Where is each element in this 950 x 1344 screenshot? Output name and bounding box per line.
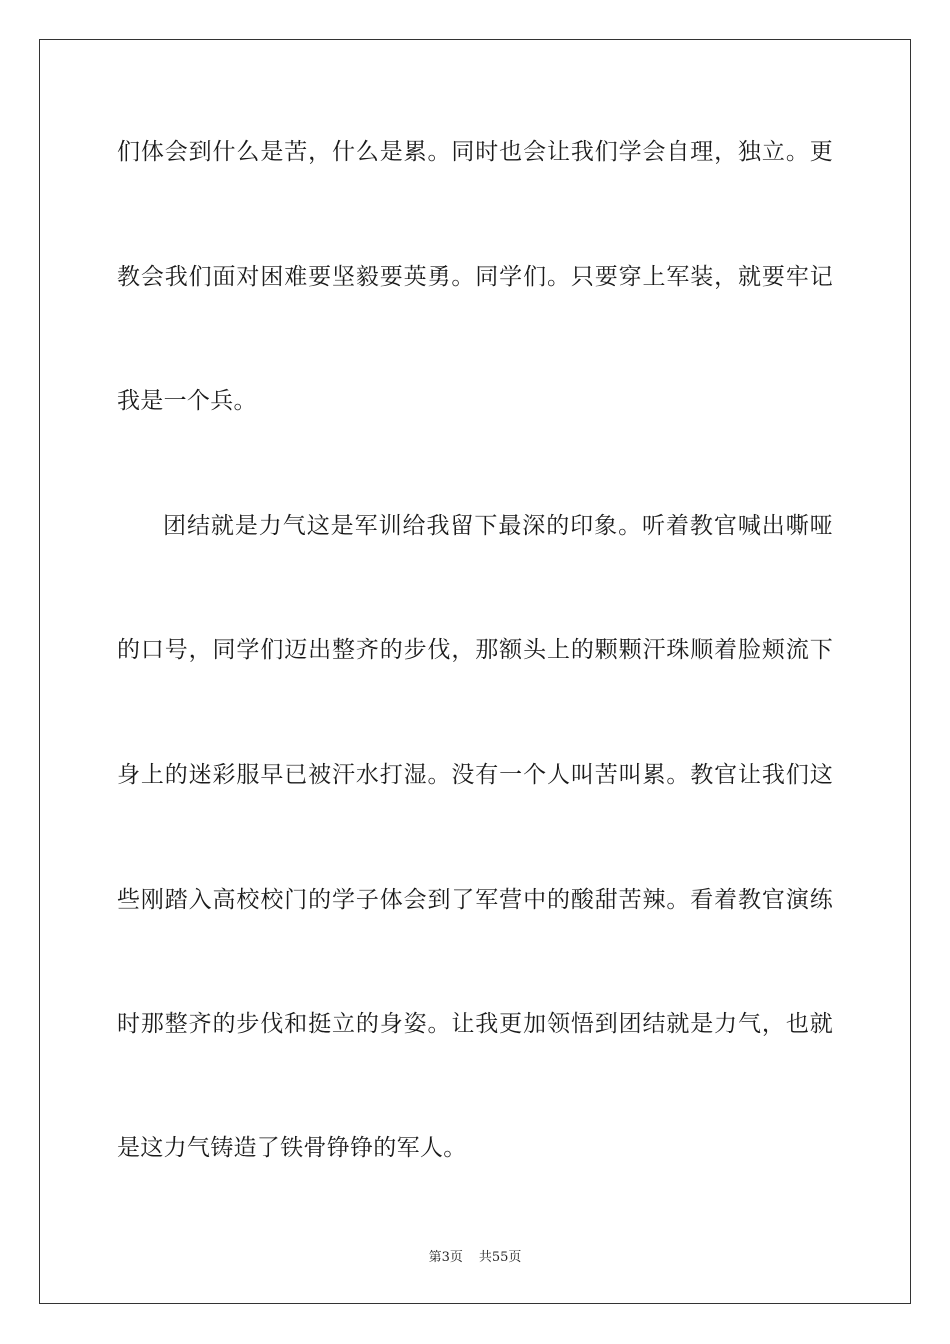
text-line: 是这力气铸造了铁骨铮铮的军人。 <box>117 1135 467 1161</box>
text-line: 身上的迷彩服早已被汗水打湿。没有一个人叫苦叫累。教官让我们这 <box>117 762 833 788</box>
paragraph-first-line: 团结就是力气这是军训给我留下最深的印象。听着教官喊出嘶哑 <box>163 513 833 539</box>
text-line: 教会我们面对困难要坚毅要英勇。同学们。只要穿上军装，就要牢记 <box>117 264 833 290</box>
page-total: 共55页 <box>478 1250 522 1265</box>
page-footer <box>0 1250 950 1266</box>
page-number: 第3页 <box>428 1250 463 1265</box>
text-line: 时那整齐的步伐和挺立的身姿。让我更加领悟到团结就是力气，也就 <box>117 1011 833 1037</box>
text-line: 些刚踏入高校校门的学子体会到了军营中的酸甜苦辣。看着教官演练 <box>117 887 833 913</box>
page-border <box>39 39 911 1304</box>
text-line: 的口号，同学们迈出整齐的步伐，那额头上的颗颗汗珠顺着脸颊流下 <box>117 637 833 663</box>
text-line: 我是一个兵。 <box>117 388 257 414</box>
text-line: 们体会到什么是苦，什么是累。同时也会让我们学会自理，独立。更 <box>117 139 833 165</box>
